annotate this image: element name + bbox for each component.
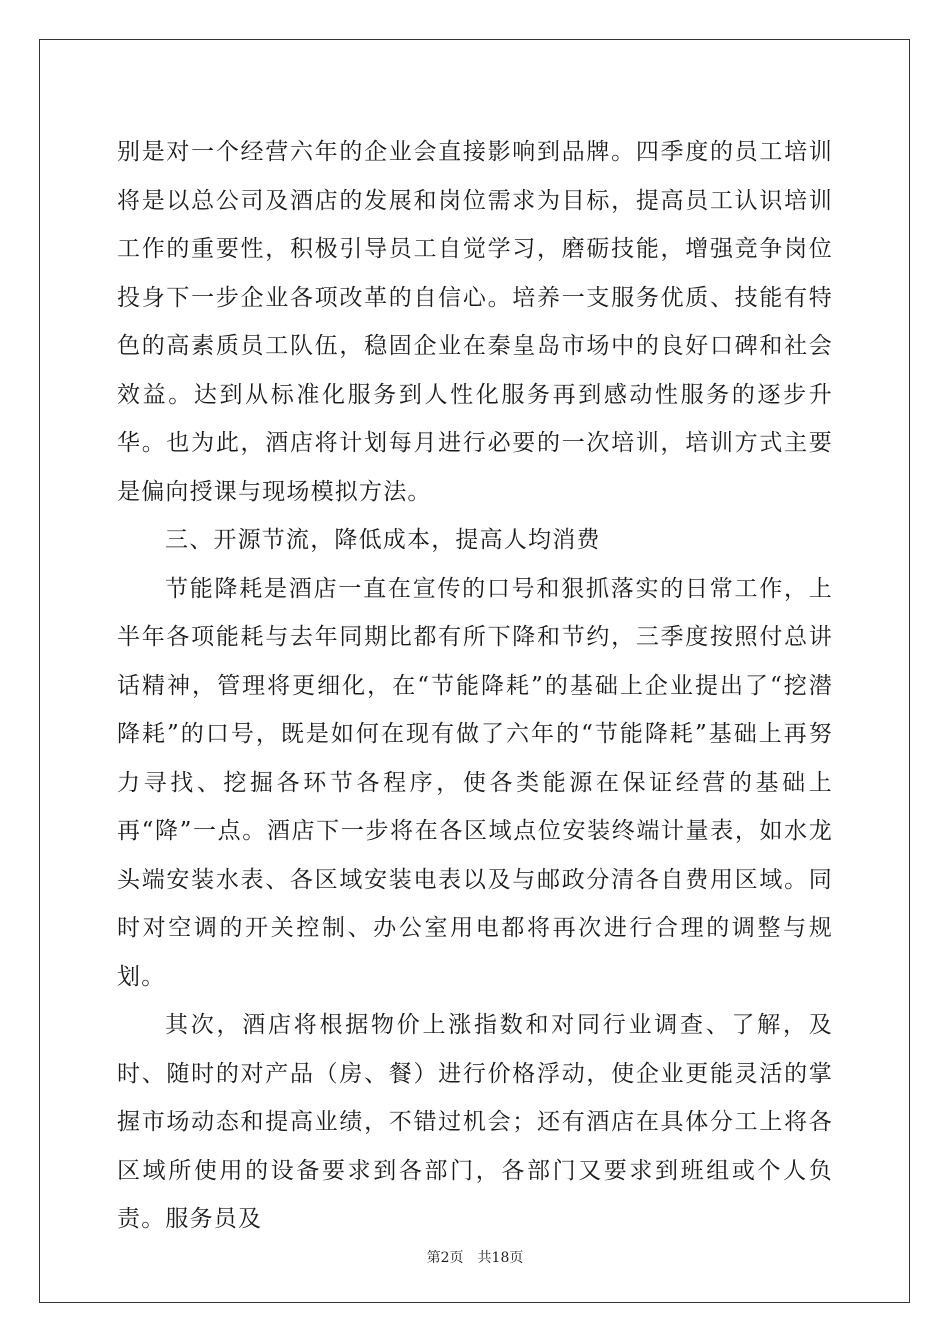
page-total: 共18页	[477, 1250, 524, 1266]
section-heading-cost-reduction: 三、开源节流，降低成本，提高人均消费	[165, 527, 601, 553]
paragraph-training: 别是对一个经营六年的企业会直接影响到品牌。四季度的员工培训将是以总公司及酒店的发展和岗位需求为目标，提高员工认识培训工作的重要性，积极引导员工自觉学习，磨砺技能，增强竞争岗位投身下一步企业各项改革的自信心。培养一支服务优质、技能有特色的高素质员工队伍，稳固企业在秦皇岛市场中的良好口碑和社会效益。达到从标准化服务到人性化服务再到感动性服务的逐步升华。也为此，酒店将计划每月进行必要的一次培训，培训方式主要是偏向授课与现场模拟方法。	[117, 139, 833, 505]
page-number: 第2页	[426, 1250, 464, 1266]
page-footer	[0, 1247, 950, 1267]
document-body	[117, 128, 833, 1244]
paragraph-energy-saving: 节能降耗是酒店一直在宣传的口号和狠抓落实的日常工作，上半年各项能耗与去年同期比都有所下降和节约，三季度按照付总讲话精神，管理将更细化，在“节能降耗”的基础上企业提出了“挖潜降耗”的口号，既是如何在现有做了六年的“节能降耗”基础上再努力寻找、挖掘各环节各程序，使各类能源在保证经营的基础上再“降”一点。酒店下一步将在各区域点位安装终端计量表，如水龙头端安装水表、各区域安装电表以及与邮政分清各自费用区域。同时对空调的开关控制、办公室用电都将再次进行合理的调整与规划。	[117, 575, 833, 990]
paragraph-pricing: 其次，酒店将根据物价上涨指数和对同行业调查、了解，及时、随时的对产品（房、餐）进行价格浮动，使企业更能灵活的掌握市场动态和提高业绩，不错过机会；还有酒店在具体分工上将各区域所使用的设备要求到各部门，各部门又要求到班组或个人负责。服务员及	[117, 1012, 833, 1232]
